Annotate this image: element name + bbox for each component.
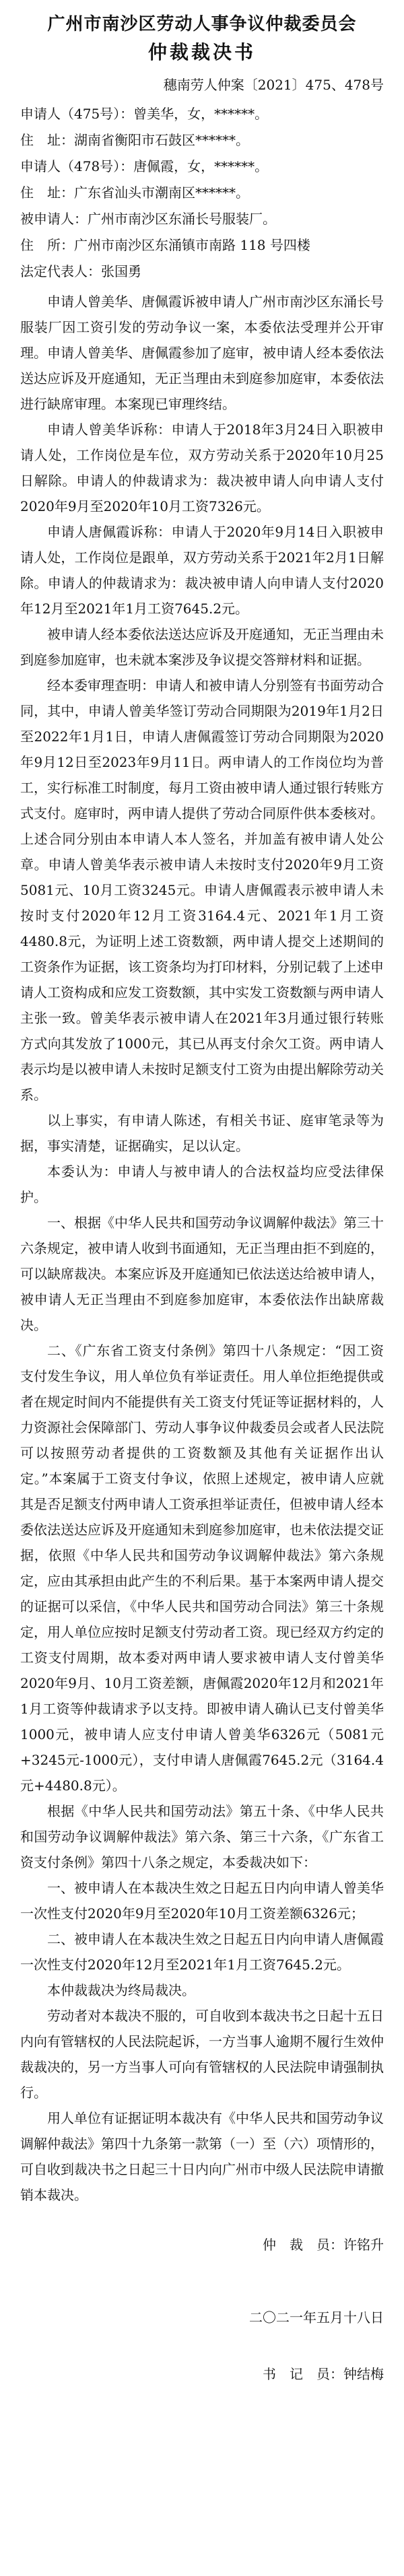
document-page: [0, 12, 404, 2576]
document-header: [20, 12, 384, 66]
paragraph-evidence: 以上事实，有申请人陈述，有相关书证、庭审笔录等为据，事实清楚，证据确实，足以认定。: [20, 1112, 384, 1154]
ruling-date: 二〇二一年五月十八日: [249, 2309, 384, 2326]
arbitrator-signature: 仲 裁 员：许铭升: [263, 2236, 384, 2253]
paragraph-reason-1: 一、根据《中华人民共和国劳动争议调解仲裁法》第三十六条规定，被申请人收到书面通知，无正当理由拒不到庭的，可以缺席裁决。本案应诉及开庭通知已依法送达给被申请人，被申请人无正当理由不到庭参加庭审，本委依法作出缺席裁决。: [20, 1214, 384, 1333]
paragraph-claim-tang: 申请人唐佩霞诉称：申请人于2020年9月14日入职被申请人处，工作岗位是跟单，双方劳动关系于2021年2月1日解除。申请人的仲裁请求为：裁决被申请人向申请人支付2020年12月至2021年1月工资7645.2元。: [20, 523, 384, 617]
parties-section: [20, 101, 384, 285]
party-line: 住 所：广州市南沙区东涌镇市南路 118 号四楼: [20, 236, 310, 253]
paragraph-findings: 经本委审理查明：申请人和被申请人分别签有书面劳动合同，其中，申请人曾美华签订劳动合同期限为2019年1月2日至2022年1月1日，申请人唐佩霞签订劳动合同期限为2020年9月12日至2023年9月11日。两申请人的工作岗位均为普工，实行标准工时制度，每月工资由被申请人通过银行转账方式支付。庭审时，两申请人提供了劳动合同原件供本委核对。上述合同分别由本申请人本人签名，并加盖有被申请人处公章。申请人曾美华表示被申请人未按时支付2020年9月工资5081元、10月工资3245元。申请人唐佩霞表示被申请人未按时支付2020年12月工资3164.4元、2021年1月工资4480.8元，为证明上述工资数额，两申请人提交上述期间的工资条作为证据，该工资条均为打印材料，分别记载了上述申请人工资构成和应发工资数额，其中实发工资数额与两申请人主张一致。曾美华表示被申请人在2021年3月通过银行转账方式向其发放了1000元，其已从再支付余欠工资。两申请人表示均是以被申请人未按时足额支付工资为由提出解除劳动关系。: [20, 677, 384, 1103]
clerk-signature: 书 记 员：钟结梅: [263, 2365, 384, 2382]
paragraph-ruling-2: 二、被申请人在本裁决生效之日起五日内向申请人唐佩霞一次性支付2020年12月至2021年1月工资7645.2元。: [20, 1930, 384, 1973]
party-line: 住 址：湖南省衡阳市石鼓区******。: [20, 131, 249, 148]
document-title: 仲裁裁决书: [147, 41, 256, 64]
paragraph-appeal: 劳动者对本裁决不服的，可自收到本裁决书之日起十五日内向有管辖权的人民法院起诉，一方当事人逾期不履行生效仲裁裁决的，另一方当事人可向有管辖权的人民法院申请强制执行。: [20, 2007, 384, 2101]
paragraph-revocation: 用人单位有证据证明本裁决有《中华人民共和国劳动争议调解仲裁法》第四十九条第一款第（一）至（六）项情形的，可自收到裁决书之日起三十日内向广州市中级人民法院申请撤销本裁决。: [20, 2109, 384, 2203]
party-line: 被申请人：广州市南沙区东涌长号服装厂。: [20, 210, 276, 227]
paragraph-reason-2: 二、《广东省工资支付条例》第四十八条规定：“因工资支付发生争议，用人单位负有举证责任。用人单位拒绝提供或者在规定时间内不能提供有关工资支付凭证等证据材料的，人力资源社会保障部门、劳动人事争议仲裁委员会或者人民法院可以按照劳动者提供的工资数额及其他有关证据作出认定。”本案属于工资支付争议，依照上述规定，被申请人应就其是否足额支付两申请人工资承担举证责任，但被申请人经本委依法送达应诉及开庭通知未到庭参加庭审，也未依法提交证据，依照《中华人民共和国劳动争议调解仲裁法》第六条规定，应由其承担由此产生的不利后果。基于本案两申请人提交的证据可以采信，《中华人民共和国劳动合同法》第三十条规定，用人单位应按时足额支付劳动者工资。现已经双方约定的工资支付周期，故本委对两申请人要求被申请人支付曾美华2020年9月、10月工资差额，唐佩霞2020年12月和2021年1月工资等仲裁请求予以支持。即被申请人确认已支付曾美华1000元，被申请人应支付申请人曾美华6326元（5081元+3245元-1000元），支付申请人唐佩霞7645.2元（3164.4元+4480.8元）。: [20, 1342, 384, 1794]
paragraph-claim-zeng: 申请人曾美华诉称：申请人于2018年3月24日入职被申请人处，工作岗位是车位，双方劳动关系于2020年10月25日解除。申请人的仲裁请求为：裁决被申请人向申请人支付2020年9月至2020年10月工资7326元。: [20, 421, 384, 514]
party-line: 申请人（478号）：唐佩霞，女，******。: [20, 158, 269, 174]
paragraph-legal-basis: 根据《中华人民共和国劳动法》第五十条、《中华人民共和国劳动争议调解仲裁法》第六条、第三十六条，《广东省工资支付条例》第四十八条之规定，本委裁决如下：: [20, 1802, 384, 1870]
party-line: 法定代表人：张国勇: [20, 263, 141, 279]
party-line: 申请人（475号）：曾美华，女，******。: [20, 105, 269, 122]
party-line: 住 址：广东省汕头市潮南区******。: [20, 184, 249, 201]
paragraph-intro: 申请人曾美华、唐佩霞诉被申请人广州市南沙区东涌长号服装厂因工资引发的劳动争议一案，本委依法受理并公开审理。申请人曾美华、唐佩霞参加了庭审，被申请人经本委依法送达应诉及开庭通知，无正当理由未到庭参加庭审，本委依法进行缺席审理。本案现已审理终结。: [20, 293, 384, 412]
paragraph-final: 本仲裁裁决为终局裁决。: [47, 1981, 195, 1998]
paragraph-respondent: 被申请人经本委依法送达应诉及开庭通知，无正当理由未到庭参加庭审，也未就本案涉及争议提交答辩材料和证据。: [20, 625, 384, 668]
organization-name: 广州市南沙区劳动人事争议仲裁委员会: [47, 14, 357, 34]
paragraph-opinion: 本委认为：申请人与被申请人的合法权益均应受法律保护。: [20, 1163, 384, 1205]
case-number: 穗南劳人仲案〔2021〕475、478号: [163, 76, 384, 93]
body-section: [20, 289, 384, 2208]
paragraph-ruling-1: 一、被申请人在本裁决生效之日起五日内向申请人曾美华一次性支付2020年9月至2020年10月工资差额6326元；: [20, 1879, 384, 1922]
